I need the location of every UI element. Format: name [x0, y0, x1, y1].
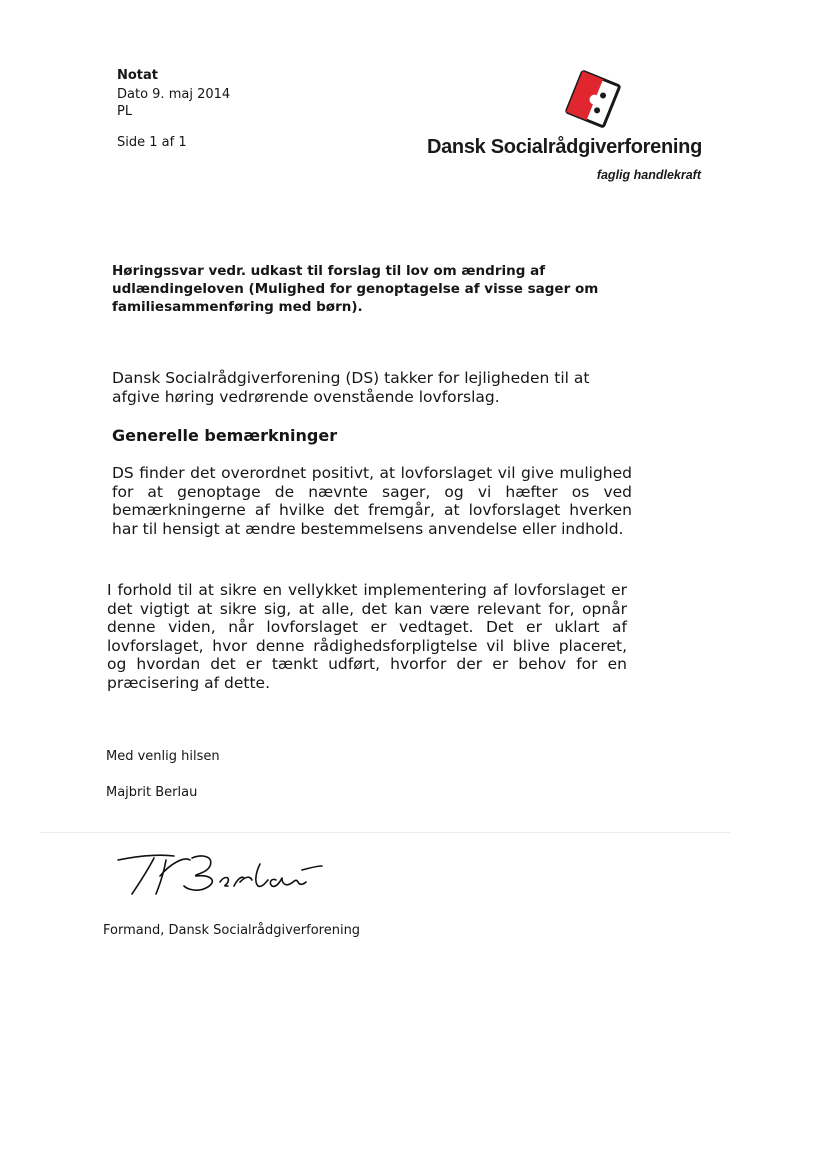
document-type: Notat [117, 68, 159, 83]
handwritten-signature [110, 846, 340, 902]
divider [40, 832, 730, 833]
signatory-role: Formand, Dansk Socialrådgiverforening [103, 923, 361, 938]
paragraph-implementation: I forhold til at sikre en vellykket implementering af lovforslaget er det vigtigt at sikre sig, at alle, det kan være relevant for, opnår denne viden, når lovforslaget er vedtaget. Det er uklart af lovforslaget, hvor denne rådighedsforpligtelse vil blive placeret, og hvordan det er tænkt udført, hvorfor der er behov for en præcisering af dette. [107, 581, 627, 692]
document-initials: PL [117, 104, 133, 119]
ds-logo-icon [564, 70, 622, 128]
subject-heading: Høringssvar vedr. udkast til forslag til lov om ændring af udlændingeloven (Mulighed for genoptagelse af visse sager om familiesammenføring med børn). [112, 263, 599, 315]
organization-name: Dansk Socialrådgiverforening [426, 136, 702, 158]
document-date: Dato 9. maj 2014 [117, 87, 231, 102]
signatory-name: Majbrit Berlau [106, 785, 198, 800]
section-heading: Generelle bemærkninger [112, 426, 338, 445]
organization-tagline: faglig handlekraft [596, 168, 701, 182]
page-number: Side 1 af 1 [117, 135, 187, 150]
closing-greeting: Med venlig hilsen [106, 749, 220, 764]
intro-paragraph: Dansk Socialrådgiverforening (DS) takker for lejligheden til at afgive høring vedrørende ovenstående lovforslag. [112, 369, 590, 406]
paragraph-general-remarks: DS finder det overordnet positivt, at lovforslaget vil give mulighed for at genoptage de nævnte sager, og vi hæfter os ved bemærkningerne af hvilke det fremgår, at lovforslaget hverken har til hensigt at ændre bestemmelsens anvendelse eller indhold. [112, 464, 632, 538]
